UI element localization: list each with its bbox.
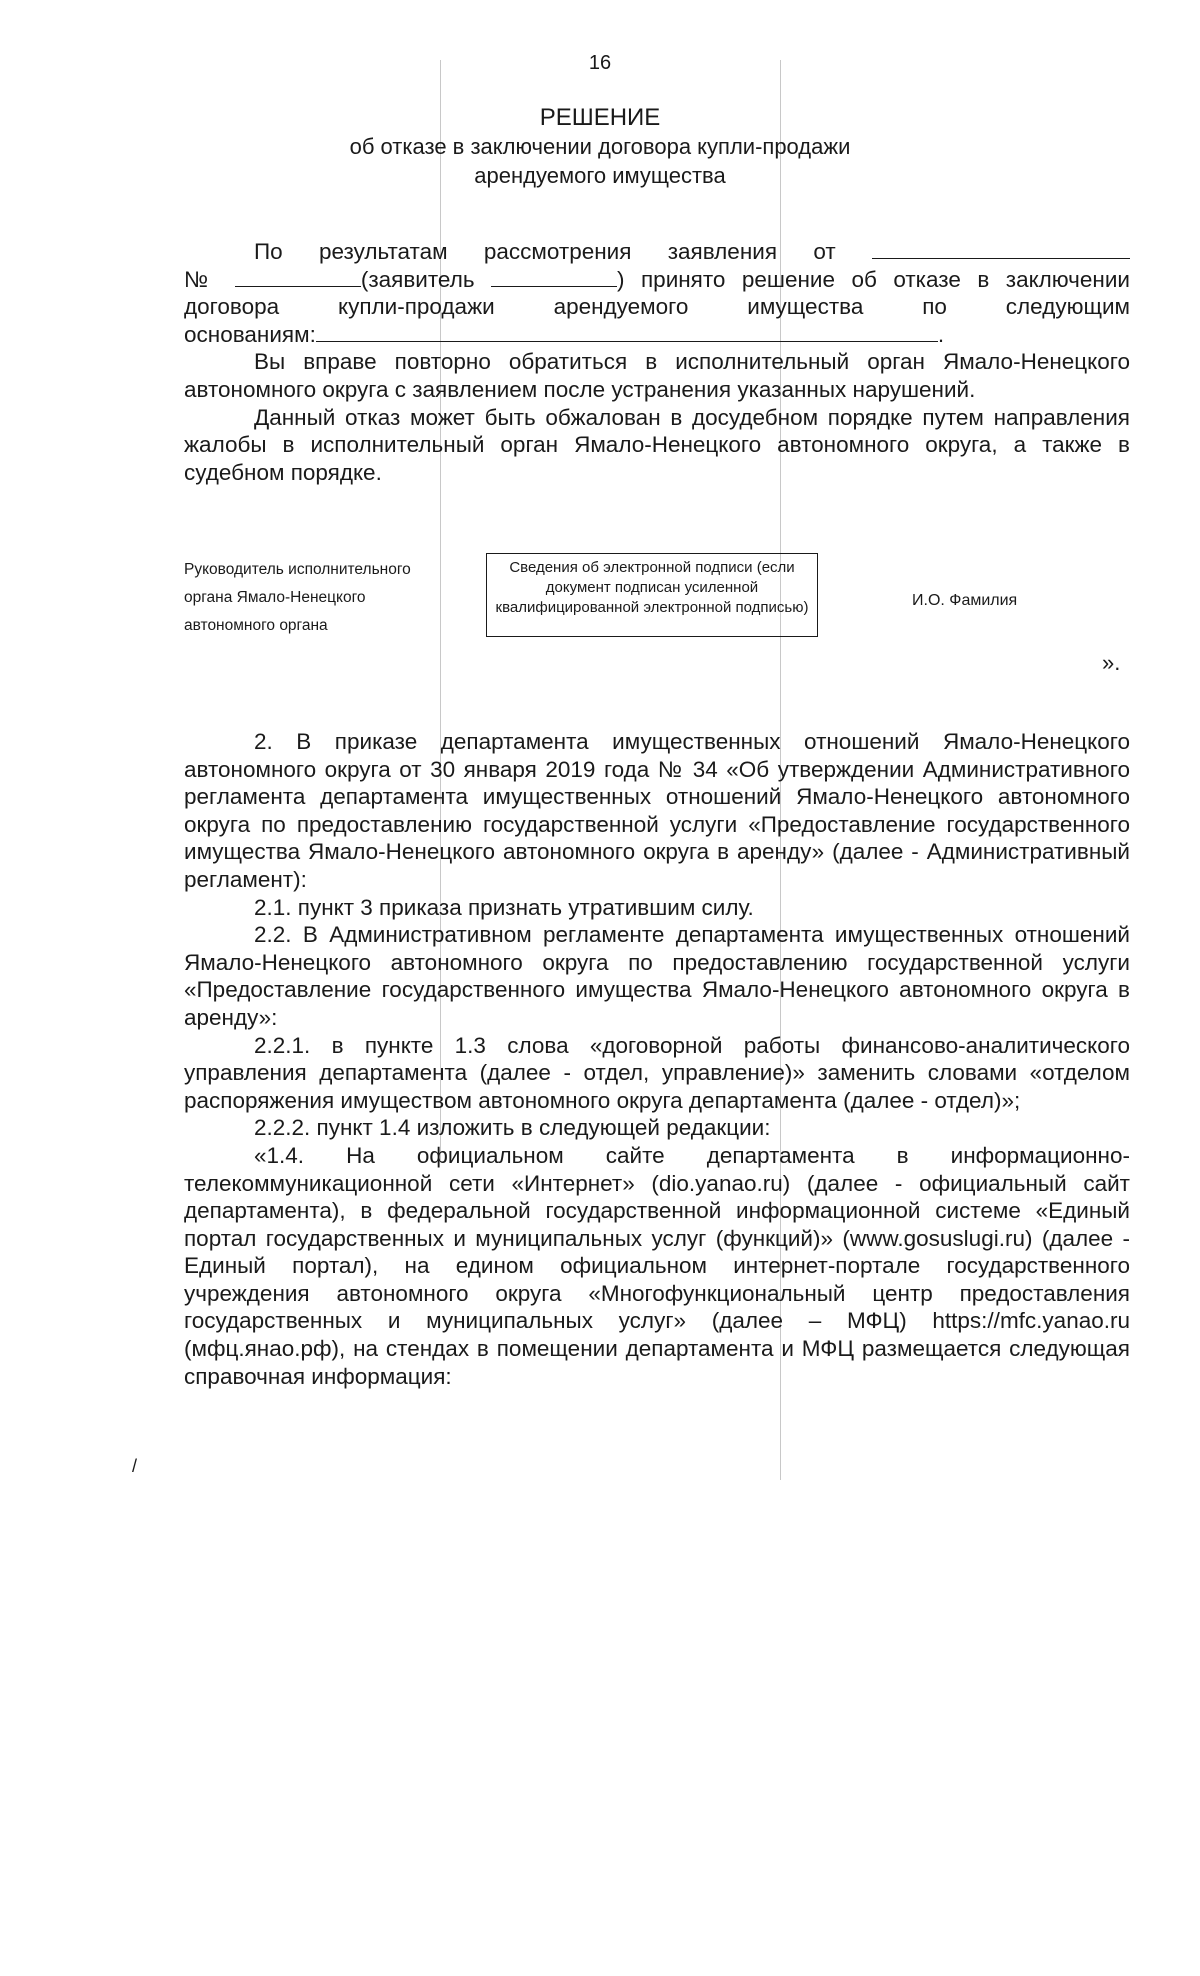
closing-quote: ». bbox=[1102, 650, 1121, 675]
stray-mark: / bbox=[132, 1456, 138, 1476]
complaint-paragraph: Данный отказ может быть обжалован в досудебном порядке путем направления жалобы в исполнительный орган Ямало-Ненецкого автономного округа, а также в судебном порядке. bbox=[184, 404, 1130, 485]
form-line-2 bbox=[184, 266, 1130, 294]
signatory-name: И.О. Фамилия bbox=[912, 592, 1018, 609]
form-line-3: договора купли-продажи арендуемого имущества по следующим bbox=[184, 294, 1130, 320]
form-line-4 bbox=[184, 321, 1130, 349]
amendment-item-2-1: 2.1. пункт 3 приказа признать утратившим силу. bbox=[254, 894, 754, 920]
number-blank bbox=[235, 266, 361, 287]
number-sign: № bbox=[184, 266, 219, 292]
form-intro-text: По результатам рассмотрения заявления от bbox=[254, 239, 836, 264]
date-blank bbox=[872, 238, 1130, 259]
amendments-body bbox=[184, 728, 1130, 1390]
document-subtitle-line2: арендуемого имущества bbox=[474, 163, 726, 188]
appeal-paragraph: Вы вправе повторно обратиться в исполнительный орган Ямало-Ненецкого автономного округа с заявлением после устранения указанных нарушений. bbox=[184, 349, 1130, 402]
signatory-line-3: автономного органа bbox=[184, 617, 328, 634]
grounds-blank bbox=[316, 321, 938, 342]
page-number: 16 bbox=[588, 52, 612, 74]
amendment-item-2-2: 2.2. В Административном регламенте департамента имущественных отношений Ямало-Ненецкого автономного округа по предоставлению государственной услуги «Предоставление государственного имущества Ямало-Ненецкого автономного округа в аренду»: bbox=[184, 922, 1130, 1030]
document-subtitle-line1: об отказе в заключении договора купли-продажи bbox=[349, 134, 851, 159]
applicant-label: (заявитель bbox=[360, 266, 475, 292]
amendment-item-2-2-2: 2.2.2. пункт 1.4 изложить в следующей редакции: bbox=[254, 1115, 771, 1141]
signatory-line-2: органа Ямало-Ненецкого bbox=[184, 589, 366, 606]
applicant-blank bbox=[491, 266, 617, 287]
grounds-label: основаниям: bbox=[184, 321, 316, 347]
electronic-signature-box: Сведения об электронной подписи (если документ подписан усиленной квалифицированной электронной подписью) bbox=[486, 553, 818, 637]
signatory-position bbox=[184, 556, 474, 640]
decision-text: ) принято решение об отказе в заключении bbox=[617, 266, 1130, 292]
amendment-item-2: 2. В приказе департамента имущественных отношений Ямало-Ненецкого автономного округа от 30 января 2019 года № 34 «Об утверждении Административного регламента департамента имущественных отношений Ямало-Ненецкого автономного округа по предоставлению государственной услуги «Предоставление государственного имущества Ямало-Ненецкого автономного округа в аренду» (далее - Административный регламент): bbox=[184, 729, 1130, 892]
decision-form-body bbox=[184, 238, 1130, 486]
document-title: РЕШЕНИЕ bbox=[539, 104, 661, 131]
section-1-4-text: «1.4. На официальном сайте департамента в информационно-телекоммуникационной сети «Интернет» (dio.yanao.ru) (далее - официальный сайт департамента), в федеральной государственной информационной системе «Единый портал государственных и муниципальных услуг (функций)» (www.gosuslugi.ru) (далее - Единый портал), на едином официальном интернет-портале государственного учреждения автономного округа «Многофункциональный центр предоставления государственных и муниципальных услуг» (далее – МФЦ) https://mfc.yanao.ru (мфц.янао.рф), на стендах в помещении департамента и МФЦ размещается следующая справочная информация: bbox=[184, 1142, 1130, 1389]
signatory-line-1: Руководитель исполнительного bbox=[184, 561, 411, 578]
grounds-dot: . bbox=[937, 321, 945, 347]
form-line-1 bbox=[184, 238, 1130, 266]
amendment-item-2-2-1: 2.2.1. в пункте 1.3 слова «договорной работы финансово-аналитического управления департамента (далее - отдел, управление)» заменить словами «отделом распоряжения имуществом автономного округа департамента (далее - отдел)»; bbox=[184, 1032, 1130, 1113]
